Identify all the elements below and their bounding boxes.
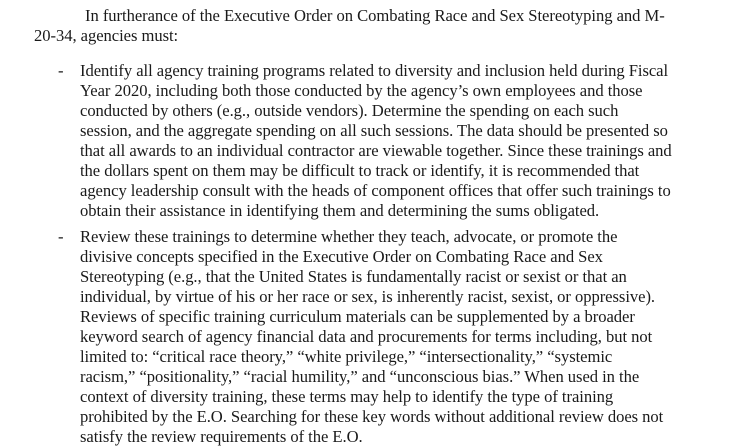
bullet-1-line-3: conducted by others (e.g., outside vendors). Determine the spending on each such — [80, 101, 619, 120]
bullet-2-line-4: individual, by virtue of his or her race or sex, is inherently racist, sexist, or oppressive). — [80, 287, 656, 306]
bullet-1-line-1: Identify all agency training programs related to diversity and inclusion held during Fiscal — [80, 61, 669, 80]
bullet-1-line-6: the dollars spent on them may be difficult to track or identify, it is recommended that — [80, 161, 640, 180]
bullet-2-line-5: Reviews of specific training curriculum materials can be supplemented by a broader — [80, 307, 635, 326]
bullet-1-line-2: Year 2020, including both those conducted by the agency’s own employees and those — [80, 81, 643, 100]
bullet-2-line-3: Stereotyping (e.g., that the United States is fundamentally racist or sexist or that an — [80, 267, 627, 286]
intro-line-1: In furtherance of the Executive Order on Combating Race and Sex Stereotyping and M- — [85, 6, 665, 25]
bullet-2-line-2: divisive concepts specified in the Executive Order on Combating Race and Sex — [80, 247, 603, 266]
bullet-2-line-6: keyword search of agency financial data and procurements for terms including, but not — [80, 327, 653, 346]
bullet-1-line-4: session, and the aggregate spending on all such sessions. The data should be presented so — [80, 121, 668, 140]
bullet-1-line-5: that all awards to an individual contractor are viewable together. Since these trainings and — [80, 141, 672, 160]
bullet-2-line-10: prohibited by the E.O. Searching for these key words without additional review does not — [80, 407, 664, 426]
bullet-2-line-1: Review these trainings to determine whether they teach, advocate, or promote the — [80, 227, 618, 246]
intro-line-2: 20-34, agencies must: — [34, 26, 179, 45]
bullet-2-line-9: context of diversity training, these terms may help to identify the type of training — [80, 387, 614, 406]
bullet-2-line-7: limited to: “critical race theory,” “white privilege,” “intersectionality,” “systemic — [80, 347, 613, 366]
bullet-1-line-7: agency leadership consult with the heads of component offices that offer such trainings to — [80, 181, 671, 200]
bullet-2-line-11: satisfy the review requirements of the E.O. — [80, 427, 363, 446]
bullet-1-line-8: obtain their assistance in identifying them and determining the sums obligated. — [80, 201, 600, 220]
bullet-marker-2: - — [58, 227, 64, 246]
bullet-marker-1: - — [58, 61, 64, 80]
bullet-2-line-8: racism,” “positionality,” “racial humility,” and “unconscious bias.” When used in the — [80, 367, 640, 386]
